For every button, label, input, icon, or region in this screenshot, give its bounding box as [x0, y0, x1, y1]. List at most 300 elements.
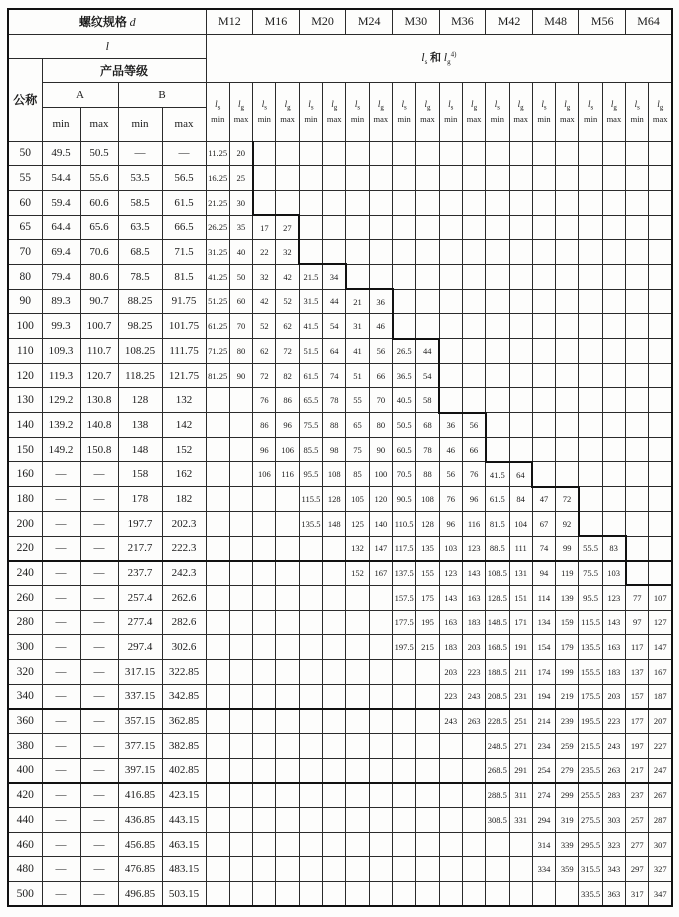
m48-lg-max-cell: [556, 882, 579, 907]
m48-lg-max-cell: 72: [556, 487, 579, 512]
m16-lg-max-cell: [276, 166, 299, 191]
m20-lg-max-cell: [323, 141, 346, 166]
grade-a-min-cell: —: [42, 709, 80, 734]
m12-ls-min-cell: [206, 758, 229, 783]
m42-lg-max-cell: [509, 832, 532, 857]
m16-lg-max-cell: 106: [276, 437, 299, 462]
m12-lg-max-cell: [229, 388, 252, 413]
grade-a-max-cell: —: [80, 882, 118, 907]
m48-lg-max-cell: [556, 388, 579, 413]
m16-lg-max-cell: [276, 684, 299, 709]
m24-lg-max-cell: [369, 684, 392, 709]
m42-lg-max-cell: [509, 240, 532, 265]
m56-lg-max-cell: 223: [602, 709, 625, 734]
m12-lg-max-cell: 35: [229, 215, 252, 240]
m30-lg-max-cell: [416, 857, 439, 882]
m24-ls-min-cell: 152: [346, 561, 369, 586]
m36-lg-max-cell: [462, 808, 485, 833]
m24-lg-max-cell: 167: [369, 561, 392, 586]
m42-ls-min-cell: [486, 314, 509, 339]
m30-ls-min-header: $l_s$ min: [393, 82, 416, 141]
m64-lg-max-cell: 327: [649, 857, 672, 882]
m36-ls-min-cell: 56: [439, 462, 462, 487]
m16-ls-min-cell: 62: [253, 339, 276, 364]
size-header-m36: M36: [439, 9, 486, 34]
grade-a-max-cell: 150.8: [80, 437, 118, 462]
nominal-length-cell: 260: [8, 585, 42, 610]
grade-b-min-cell: 416.85: [118, 783, 162, 808]
m24-ls-min-cell: [346, 240, 369, 265]
m48-ls-min-cell: [532, 314, 555, 339]
size-header-m30: M30: [393, 9, 440, 34]
m12-ls-min-cell: 21.25: [206, 190, 229, 215]
m56-ls-min-cell: [579, 511, 602, 536]
grade-b-min-cell: 68.5: [118, 240, 162, 265]
m12-lg-max-cell: [229, 684, 252, 709]
m64-lg-max-cell: [649, 536, 672, 561]
grade-a-min-cell: —: [42, 487, 80, 512]
m30-ls-min-cell: 137.5: [393, 561, 416, 586]
m30-ls-min-cell: 157.5: [393, 585, 416, 610]
m42-lg-max-cell: [509, 388, 532, 413]
m64-ls-min-cell: [626, 190, 649, 215]
m20-lg-max-cell: [323, 709, 346, 734]
grade-a-max-cell: —: [80, 585, 118, 610]
m24-ls-min-cell: [346, 882, 369, 907]
size-header-m12: M12: [206, 9, 253, 34]
grade-b-min-cell: 98.25: [118, 314, 162, 339]
m16-ls-min-cell: [253, 166, 276, 191]
m56-ls-min-cell: [579, 166, 602, 191]
m16-ls-min-cell: [253, 190, 276, 215]
m64-ls-min-cell: 97: [626, 610, 649, 635]
m56-ls-min-cell: [579, 190, 602, 215]
m16-ls-min-cell: 22: [253, 240, 276, 265]
m20-ls-min-cell: [299, 240, 322, 265]
m42-ls-min-cell: 288.5: [486, 783, 509, 808]
grade-a-min-cell: —: [42, 610, 80, 635]
grade-a-min-cell: 54.4: [42, 166, 80, 191]
m16-lg-max-cell: 27: [276, 215, 299, 240]
m48-lg-max-cell: 239: [556, 709, 579, 734]
m20-ls-min-cell: [299, 610, 322, 635]
m16-lg-max-cell: 116: [276, 462, 299, 487]
m16-ls-min-cell: [253, 536, 276, 561]
m42-ls-min-cell: 108.5: [486, 561, 509, 586]
m56-ls-min-cell: [579, 289, 602, 314]
m24-lg-max-cell: [369, 734, 392, 759]
m24-ls-min-cell: 105: [346, 487, 369, 512]
m20-lg-max-cell: [323, 857, 346, 882]
m64-ls-min-cell: [626, 487, 649, 512]
m24-lg-max-cell: [369, 808, 392, 833]
m56-lg-max-cell: 163: [602, 635, 625, 660]
m12-ls-min-cell: [206, 635, 229, 660]
m12-ls-min-cell: [206, 832, 229, 857]
m16-lg-max-cell: [276, 536, 299, 561]
m56-ls-min-cell: [579, 462, 602, 487]
m16-lg-max-cell: 82: [276, 363, 299, 388]
m64-lg-max-cell: [649, 413, 672, 438]
m36-ls-min-cell: [439, 363, 462, 388]
grade-a-max-cell: —: [80, 734, 118, 759]
m20-lg-max-cell: [323, 734, 346, 759]
table-row-l60: [8, 190, 672, 215]
m56-lg-max-cell: 323: [602, 832, 625, 857]
m64-lg-max-cell: [649, 487, 672, 512]
m12-lg-max-cell: [229, 462, 252, 487]
m24-lg-max-cell: [369, 635, 392, 660]
m24-ls-min-cell: [346, 659, 369, 684]
grade-a-max-cell: 130.8: [80, 388, 118, 413]
m48-lg-max-cell: [556, 339, 579, 364]
table-row-l90: [8, 289, 672, 314]
m16-ls-min-cell: 96: [253, 437, 276, 462]
m12-ls-min-cell: 26.25: [206, 215, 229, 240]
nominal-length-cell: 100: [8, 314, 42, 339]
grade-b-min-cell: 118.25: [118, 363, 162, 388]
m12-lg-max-cell: 70: [229, 314, 252, 339]
m56-lg-max-cell: 343: [602, 857, 625, 882]
m42-ls-min-cell: [486, 857, 509, 882]
m12-lg-max-cell: 50: [229, 264, 252, 289]
table-row-l100: [8, 314, 672, 339]
m30-lg-max-cell: [416, 166, 439, 191]
m30-lg-max-cell: 88: [416, 462, 439, 487]
grade-b-max-cell: 443.15: [162, 808, 206, 833]
grade-b-min-cell: 108.25: [118, 339, 162, 364]
table-row-l120: [8, 363, 672, 388]
m42-lg-max-cell: [509, 141, 532, 166]
m12-ls-min-cell: [206, 882, 229, 907]
m36-lg-max-cell: [462, 166, 485, 191]
m64-ls-min-cell: [626, 388, 649, 413]
m12-ls-min-cell: [206, 388, 229, 413]
nominal-length-cell: 50: [8, 141, 42, 166]
m56-ls-min-cell: [579, 388, 602, 413]
grade-b-min-cell: 357.15: [118, 709, 162, 734]
m48-ls-min-cell: [532, 141, 555, 166]
m48-lg-max-header: $l_g$ max: [556, 82, 579, 141]
m42-lg-max-cell: 104: [509, 511, 532, 536]
m64-ls-min-cell: 197: [626, 734, 649, 759]
table-row-l80: [8, 264, 672, 289]
m16-ls-min-cell: [253, 511, 276, 536]
m42-lg-max-cell: [509, 437, 532, 462]
m64-lg-max-cell: 207: [649, 709, 672, 734]
m30-ls-min-cell: 177.5: [393, 610, 416, 635]
m56-lg-max-cell: 283: [602, 783, 625, 808]
m24-lg-max-cell: [369, 610, 392, 635]
m24-lg-max-cell: [369, 783, 392, 808]
m20-ls-min-cell: [299, 709, 322, 734]
m24-ls-min-cell: [346, 585, 369, 610]
grade-b-max-cell: 382.85: [162, 734, 206, 759]
m20-lg-max-cell: 128: [323, 487, 346, 512]
grade-a-max-cell: —: [80, 857, 118, 882]
grade-b-min-cell: 217.7: [118, 536, 162, 561]
m36-ls-min-cell: [439, 882, 462, 907]
table-row-l130: [8, 388, 672, 413]
m20-lg-max-cell: [323, 585, 346, 610]
grade-ab-row: [8, 82, 672, 107]
grade-b-max-cell: 132: [162, 388, 206, 413]
m56-lg-max-cell: 83: [602, 536, 625, 561]
grade-a-max-cell: 50.5: [80, 141, 118, 166]
grade-a-max-cell: —: [80, 462, 118, 487]
m24-lg-max-cell: [369, 215, 392, 240]
m16-ls-min-cell: 32: [253, 264, 276, 289]
m12-ls-min-cell: [206, 561, 229, 586]
m64-ls-min-cell: 177: [626, 709, 649, 734]
m20-ls-min-cell: [299, 832, 322, 857]
m16-lg-max-cell: [276, 141, 299, 166]
m16-lg-max-cell: [276, 190, 299, 215]
m48-lg-max-cell: 99: [556, 536, 579, 561]
grade-a-max-cell: —: [80, 561, 118, 586]
grade-b-min-cell: 436.85: [118, 808, 162, 833]
grade-b-max-cell: 242.3: [162, 561, 206, 586]
table-row-l50: [8, 141, 672, 166]
m56-ls-min-cell: [579, 363, 602, 388]
m48-ls-min-cell: 334: [532, 857, 555, 882]
grade-a-max-cell: 100.7: [80, 314, 118, 339]
m12-lg-max-cell: [229, 561, 252, 586]
m12-lg-max-cell: [229, 536, 252, 561]
m16-lg-max-cell: [276, 585, 299, 610]
m30-lg-max-cell: 175: [416, 585, 439, 610]
m12-ls-min-cell: [206, 536, 229, 561]
m20-ls-min-cell: [299, 166, 322, 191]
m30-ls-min-cell: [393, 659, 416, 684]
grade-a-max-cell: —: [80, 709, 118, 734]
m42-lg-max-cell: [509, 857, 532, 882]
grade-a-max-cell: 55.6: [80, 166, 118, 191]
m20-lg-max-cell: 148: [323, 511, 346, 536]
m30-ls-min-cell: [393, 166, 416, 191]
m42-lg-max-cell: [509, 339, 532, 364]
m16-ls-min-cell: [253, 832, 276, 857]
m12-lg-max-cell: [229, 659, 252, 684]
grade-b-min-cell: 257.4: [118, 585, 162, 610]
m48-lg-max-cell: 259: [556, 734, 579, 759]
m24-lg-max-cell: [369, 585, 392, 610]
grade-a-max-cell: 90.7: [80, 289, 118, 314]
m56-ls-min-cell: 115.5: [579, 610, 602, 635]
m36-lg-max-cell: 96: [462, 487, 485, 512]
m36-ls-min-cell: 76: [439, 487, 462, 512]
grade-b-header: B: [118, 82, 206, 107]
m42-lg-max-cell: [509, 215, 532, 240]
m24-lg-max-cell: [369, 166, 392, 191]
m20-lg-max-cell: 108: [323, 462, 346, 487]
m48-lg-max-cell: 359: [556, 857, 579, 882]
table-row-l380: [8, 734, 672, 759]
m30-ls-min-cell: [393, 684, 416, 709]
m48-lg-max-cell: 219: [556, 684, 579, 709]
m36-lg-max-cell: [462, 264, 485, 289]
m16-lg-max-cell: [276, 882, 299, 907]
m12-lg-max-cell: [229, 709, 252, 734]
m42-ls-min-cell: 81.5: [486, 511, 509, 536]
m24-ls-min-cell: [346, 190, 369, 215]
m36-lg-max-cell: 66: [462, 437, 485, 462]
m64-lg-max-cell: [649, 314, 672, 339]
grade-a-min-cell: 129.2: [42, 388, 80, 413]
m16-lg-max-cell: [276, 610, 299, 635]
m30-ls-min-cell: 50.5: [393, 413, 416, 438]
table-row-l55: [8, 166, 672, 191]
m30-ls-min-cell: 36.5: [393, 363, 416, 388]
grade-a-min-cell: 119.3: [42, 363, 80, 388]
table-row-l360: [8, 709, 672, 734]
m16-ls-min-cell: [253, 487, 276, 512]
m56-lg-max-cell: 243: [602, 734, 625, 759]
m12-lg-max-cell: 40: [229, 240, 252, 265]
m64-lg-max-cell: [649, 190, 672, 215]
m30-ls-min-cell: [393, 264, 416, 289]
m36-ls-min-cell: 183: [439, 635, 462, 660]
m56-ls-min-cell: 55.5: [579, 536, 602, 561]
m48-ls-min-cell: [532, 413, 555, 438]
m24-ls-min-cell: [346, 215, 369, 240]
m20-ls-min-cell: 115.5: [299, 487, 322, 512]
m56-lg-max-cell: [602, 413, 625, 438]
grade-a-min-cell: 49.5: [42, 141, 80, 166]
m64-lg-max-cell: [649, 363, 672, 388]
nominal-length-cell: 240: [8, 561, 42, 586]
m20-ls-min-cell: [299, 857, 322, 882]
m64-ls-min-cell: [626, 511, 649, 536]
m20-lg-max-cell: [323, 783, 346, 808]
m48-lg-max-cell: [556, 190, 579, 215]
m56-lg-max-cell: 303: [602, 808, 625, 833]
m64-ls-min-cell: 217: [626, 758, 649, 783]
m30-lg-max-cell: [416, 758, 439, 783]
grade-b-min-cell: —: [118, 141, 162, 166]
m36-lg-max-cell: [462, 758, 485, 783]
m12-ls-min-cell: [206, 857, 229, 882]
nominal-length-cell: 150: [8, 437, 42, 462]
m42-ls-min-cell: [486, 339, 509, 364]
grade-a-max-cell: —: [80, 610, 118, 635]
grade-b-max-cell: 402.85: [162, 758, 206, 783]
m12-ls-min-cell: 51.25: [206, 289, 229, 314]
m42-ls-min-cell: 168.5: [486, 635, 509, 660]
m48-lg-max-cell: [556, 141, 579, 166]
grade-b-max-cell: 81.5: [162, 264, 206, 289]
grade-b-min-cell: 317.15: [118, 659, 162, 684]
m24-ls-min-cell: [346, 832, 369, 857]
m20-lg-max-cell: [323, 215, 346, 240]
m48-lg-max-cell: 199: [556, 659, 579, 684]
m20-lg-max-cell: 54: [323, 314, 346, 339]
m12-ls-min-cell: [206, 684, 229, 709]
m48-ls-min-cell: 274: [532, 783, 555, 808]
m16-ls-min-cell: [253, 734, 276, 759]
m64-ls-min-cell: [626, 289, 649, 314]
grade-a-min-cell: —: [42, 882, 80, 907]
m42-ls-min-cell: [486, 264, 509, 289]
m64-ls-min-cell: 257: [626, 808, 649, 833]
m64-ls-min-cell: [626, 437, 649, 462]
m16-lg-max-cell: 96: [276, 413, 299, 438]
m12-lg-max-cell: [229, 882, 252, 907]
m16-ls-min-cell: 42: [253, 289, 276, 314]
m30-ls-min-cell: 90.5: [393, 487, 416, 512]
m56-ls-min-cell: 75.5: [579, 561, 602, 586]
m36-lg-max-cell: 223: [462, 659, 485, 684]
nominal-length-cell: 340: [8, 684, 42, 709]
m16-lg-max-cell: [276, 487, 299, 512]
grade-a-max-cell: —: [80, 659, 118, 684]
m48-ls-min-cell: 294: [532, 808, 555, 833]
m48-lg-max-cell: [556, 413, 579, 438]
m56-ls-min-cell: [579, 487, 602, 512]
m36-lg-max-cell: [462, 339, 485, 364]
m12-lg-max-cell: [229, 511, 252, 536]
grade-b-min-cell: 88.25: [118, 289, 162, 314]
m20-ls-min-cell: 21.5: [299, 264, 322, 289]
grade-a-max-cell: 70.6: [80, 240, 118, 265]
length-header-row: [8, 34, 672, 58]
m20-lg-max-cell: 34: [323, 264, 346, 289]
m42-lg-max-cell: [509, 314, 532, 339]
m12-lg-max-cell: 80: [229, 339, 252, 364]
m12-lg-max-cell: [229, 585, 252, 610]
m56-lg-max-cell: 363: [602, 882, 625, 907]
m48-ls-min-cell: [532, 289, 555, 314]
m30-ls-min-cell: [393, 758, 416, 783]
m56-ls-min-cell: [579, 314, 602, 339]
m20-lg-max-cell: 64: [323, 339, 346, 364]
nominal-length-cell: 460: [8, 832, 42, 857]
m48-lg-max-cell: 179: [556, 635, 579, 660]
nominal-length-cell: 120: [8, 363, 42, 388]
m64-lg-max-cell: [649, 240, 672, 265]
m42-lg-max-cell: [509, 289, 532, 314]
grade-a-min-cell: —: [42, 808, 80, 833]
m20-lg-max-header: $l_g$ max: [323, 82, 346, 141]
m64-ls-min-header: $l_s$ min: [626, 82, 649, 141]
m16-lg-max-cell: 32: [276, 240, 299, 265]
m12-lg-max-cell: 30: [229, 190, 252, 215]
grade-a-min-cell: —: [42, 561, 80, 586]
m56-lg-max-cell: 183: [602, 659, 625, 684]
m12-lg-max-cell: [229, 808, 252, 833]
nominal-length-cell: 360: [8, 709, 42, 734]
m24-ls-min-cell: 55: [346, 388, 369, 413]
m30-ls-min-cell: 70.5: [393, 462, 416, 487]
table-row-l320: [8, 659, 672, 684]
m42-ls-min-cell: 148.5: [486, 610, 509, 635]
m36-lg-max-cell: [462, 857, 485, 882]
grade-a-min-cell: —: [42, 832, 80, 857]
m36-ls-min-cell: 123: [439, 561, 462, 586]
m16-lg-max-cell: [276, 758, 299, 783]
m48-ls-min-cell: [532, 166, 555, 191]
grade-b-max-cell: 152: [162, 437, 206, 462]
grade-a-min-cell: —: [42, 857, 80, 882]
m48-ls-min-header: $l_s$ min: [532, 82, 555, 141]
grade-a-min-cell: —: [42, 585, 80, 610]
grade-b-max-cell: 262.6: [162, 585, 206, 610]
m24-ls-min-header: $l_s$ min: [346, 82, 369, 141]
m48-lg-max-cell: [556, 437, 579, 462]
m36-lg-max-cell: [462, 783, 485, 808]
m36-lg-max-cell: 263: [462, 709, 485, 734]
m24-ls-min-cell: 75: [346, 437, 369, 462]
